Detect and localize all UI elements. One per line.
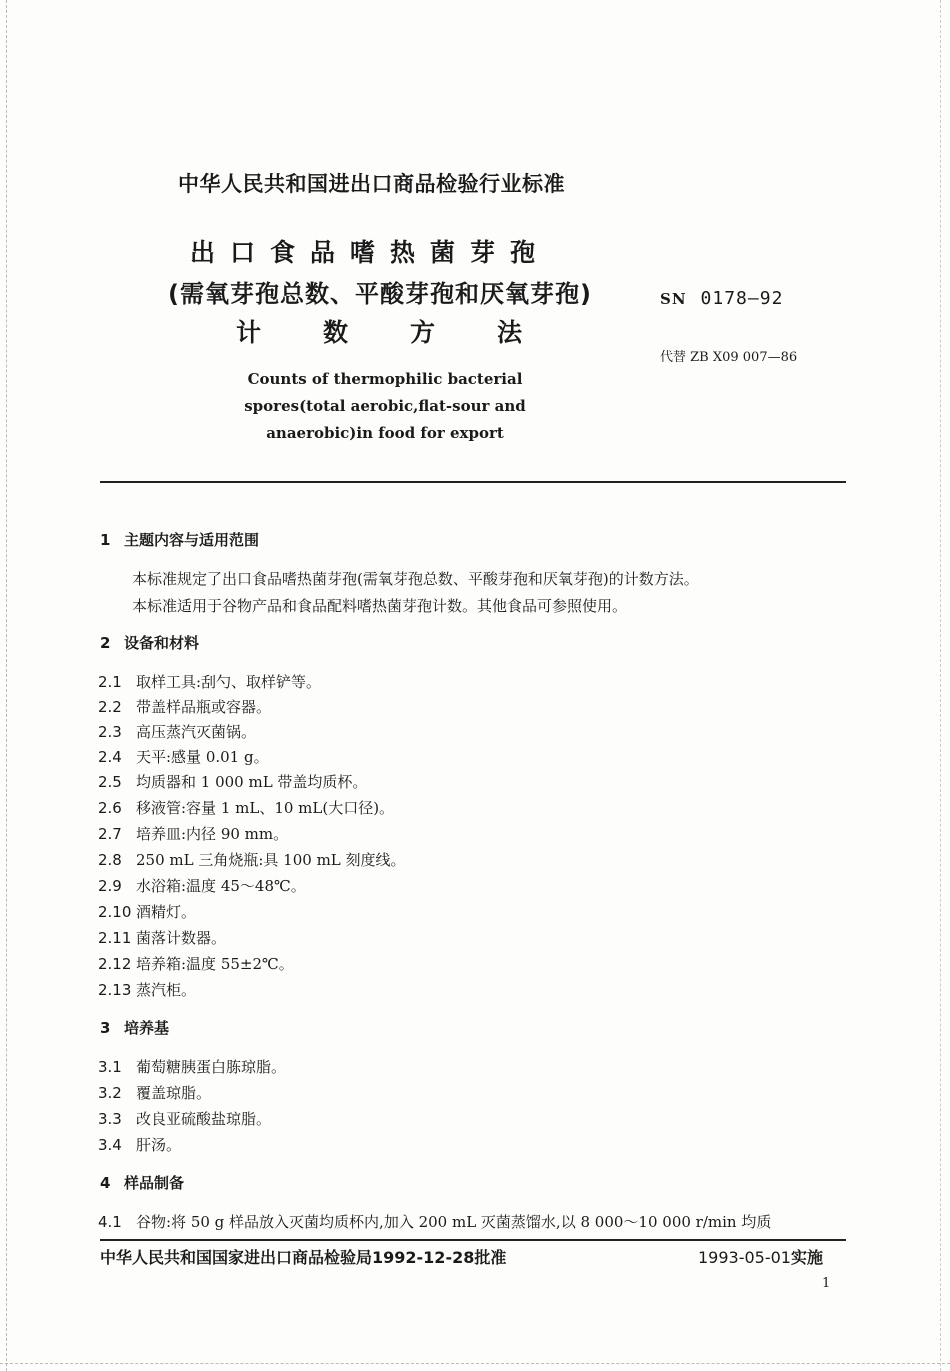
item-number: 2.6 bbox=[98, 799, 122, 817]
effective-date-label: 实施 bbox=[790, 1248, 823, 1267]
item-number: 2.9 bbox=[98, 877, 122, 895]
list-item bbox=[98, 875, 306, 896]
item-number: 2.2 bbox=[98, 698, 122, 716]
section-2-number: 2 bbox=[100, 634, 111, 652]
item-number: 2.5 bbox=[98, 773, 122, 791]
footer-divider bbox=[100, 1239, 846, 1241]
scan-edge-bottom bbox=[0, 1363, 950, 1365]
item-number: 3.4 bbox=[98, 1136, 122, 1154]
item-number: 2.11 bbox=[98, 929, 132, 947]
list-item bbox=[98, 1108, 271, 1129]
section-4-number: 4 bbox=[100, 1174, 111, 1192]
section-1-number: 1 bbox=[100, 531, 111, 549]
item-number: 2.7 bbox=[98, 825, 122, 843]
list-item bbox=[98, 797, 394, 818]
item-text: 移液管:容量 1 mL、10 mL(大口径)。 bbox=[136, 799, 395, 817]
list-item bbox=[98, 1082, 211, 1103]
item-number: 3.3 bbox=[98, 1110, 122, 1128]
scan-edge-right bbox=[940, 0, 942, 1371]
item-text: 酒精灯。 bbox=[136, 903, 197, 921]
item-text: 取样工具:刮勺、取样铲等。 bbox=[136, 673, 322, 691]
replaces-standard: 代替 ZB X09 007—86 bbox=[660, 350, 798, 365]
list-item bbox=[98, 1056, 286, 1077]
item-number: 2.12 bbox=[98, 955, 132, 973]
section-3-title: 培养基 bbox=[124, 1019, 170, 1037]
standard-code bbox=[660, 288, 783, 309]
title-line-3: 计数方法 bbox=[236, 318, 585, 347]
approval-statement: 中华人民共和国国家进出口商品检验局1992-12-28批准 bbox=[100, 1248, 507, 1267]
list-item bbox=[98, 901, 196, 922]
page-number: 1 bbox=[822, 1276, 831, 1291]
item-number: 2.4 bbox=[98, 748, 122, 766]
section-2-title: 设备和材料 bbox=[124, 634, 200, 652]
item-text: 带盖样品瓶或容器。 bbox=[136, 698, 272, 716]
title-line-2: (需氧芽孢总数、平酸芽孢和厌氧芽孢) bbox=[168, 280, 592, 308]
list-item bbox=[98, 979, 196, 1000]
item-text: 培养皿:内径 90 mm。 bbox=[136, 825, 289, 843]
section-4-title: 样品制备 bbox=[124, 1174, 185, 1192]
section-1-title: 主题内容与适用范围 bbox=[124, 531, 260, 549]
section-4-heading bbox=[100, 1172, 184, 1193]
list-item bbox=[98, 1134, 181, 1155]
item-text: 肝汤。 bbox=[136, 1136, 182, 1154]
list-item bbox=[98, 746, 269, 767]
item-number: 2.8 bbox=[98, 851, 122, 869]
org-standard-heading: 中华人民共和国进出口商品检验行业标准 bbox=[178, 172, 565, 196]
item-number: 4.1 bbox=[98, 1213, 122, 1231]
standard-code-prefix: SN bbox=[660, 290, 687, 308]
standard-code-number: 0178—92 bbox=[700, 288, 784, 309]
scan-edge-left bbox=[6, 0, 8, 1371]
item-number: 2.3 bbox=[98, 723, 122, 741]
title-line-1: 出口食品嗜热菌芽孢 bbox=[190, 238, 551, 267]
list-item bbox=[98, 849, 406, 870]
header-divider bbox=[100, 481, 846, 483]
item-text: 谷物:将 50 g 样品放入灭菌均质杯内,加入 200 mL 灭菌蒸馏水,以 8 000～10 000 r/min 均质 bbox=[136, 1213, 772, 1231]
item-text: 改良亚硫酸盐琼脂。 bbox=[136, 1110, 272, 1128]
item-text: 高压蒸汽灭菌锅。 bbox=[136, 723, 257, 741]
section-3-number: 3 bbox=[100, 1019, 111, 1037]
list-item bbox=[98, 1211, 771, 1232]
effective-date-value: 1993-05-01 bbox=[698, 1248, 791, 1267]
english-title: Counts of thermophilic bacterial spores(total aerobic,flat-sour and anaerobic)in food for export bbox=[244, 370, 526, 442]
item-text: 天平:感量 0.01 g。 bbox=[136, 748, 269, 766]
item-text: 蒸汽柜。 bbox=[136, 981, 197, 999]
item-number: 2.13 bbox=[98, 981, 132, 999]
item-text: 菌落计数器。 bbox=[136, 929, 227, 947]
item-number: 2.10 bbox=[98, 903, 132, 921]
item-text: 水浴箱:温度 45～48℃。 bbox=[136, 877, 306, 895]
item-text: 培养箱:温度 55±2℃。 bbox=[136, 955, 294, 973]
item-text: 250 mL 三角烧瓶:具 100 mL 刻度线。 bbox=[136, 851, 406, 869]
section-3-heading bbox=[100, 1017, 169, 1038]
list-item bbox=[98, 927, 226, 948]
item-text: 葡萄糖胰蛋白胨琼脂。 bbox=[136, 1058, 287, 1076]
item-text: 均质器和 1 000 mL 带盖均质杯。 bbox=[136, 773, 368, 791]
section-1-paragraph: 本标准适用于谷物产品和食品配料嗜热菌芽孢计数。其他食品可参照使用。 bbox=[132, 597, 628, 615]
list-item bbox=[98, 771, 367, 792]
list-item bbox=[98, 696, 271, 717]
list-item bbox=[98, 671, 321, 692]
item-number: 3.1 bbox=[98, 1058, 122, 1076]
item-number: 2.1 bbox=[98, 673, 122, 691]
item-text: 覆盖琼脂。 bbox=[136, 1084, 212, 1102]
list-item bbox=[98, 953, 294, 974]
effective-date bbox=[698, 1245, 823, 1268]
list-item bbox=[98, 823, 288, 844]
list-item bbox=[98, 721, 256, 742]
section-1-heading bbox=[100, 529, 259, 550]
item-number: 3.2 bbox=[98, 1084, 122, 1102]
section-1-paragraph: 本标准规定了出口食品嗜热菌芽孢(需氧芽孢总数、平酸芽孢和厌氧芽孢)的计数方法。 bbox=[132, 570, 699, 588]
section-2-heading bbox=[100, 632, 199, 653]
